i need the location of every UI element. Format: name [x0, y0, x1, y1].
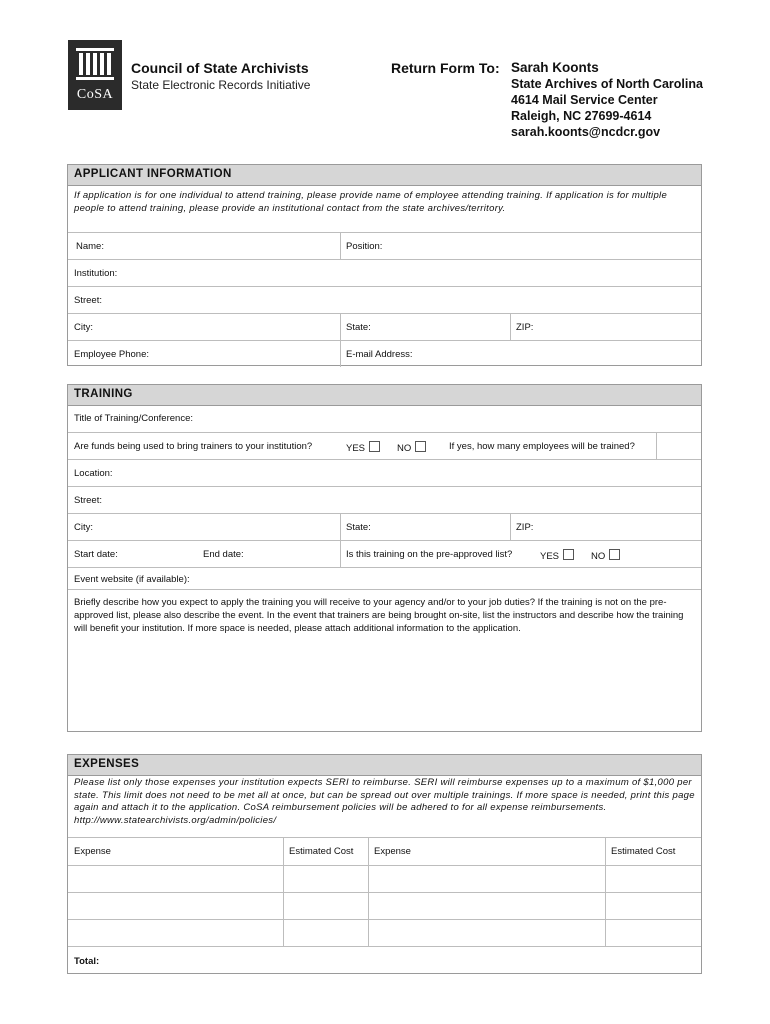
section-title: EXPENSES: [74, 758, 140, 770]
dates-row: [68, 540, 701, 568]
street-field[interactable]: Street:: [74, 295, 102, 306]
location-row: [68, 459, 701, 487]
col-expense: Expense: [374, 846, 411, 857]
website-field[interactable]: Event website (if available):: [74, 574, 190, 585]
name-field[interactable]: Name:: [76, 241, 104, 252]
start-date-field[interactable]: Start date:: [74, 549, 118, 560]
section-title: APPLICANT INFORMATION: [74, 168, 232, 180]
position-field[interactable]: Position:: [346, 241, 383, 252]
training-street-row: [68, 486, 701, 514]
yes-label: YES: [346, 443, 366, 454]
yes-checkbox[interactable]: [563, 549, 574, 560]
section-header: [68, 385, 701, 406]
address-line: Sarah Koonts: [511, 60, 599, 75]
end-date-field[interactable]: End date:: [203, 549, 244, 560]
yes-checkbox[interactable]: [369, 441, 380, 452]
expenses-section: [67, 754, 702, 974]
training-state-field[interactable]: State:: [346, 522, 371, 533]
col-cost: Estimated Cost: [289, 846, 354, 857]
preapproved-question: Is this training on the pre-approved list?: [346, 549, 513, 560]
training-city-field[interactable]: City:: [74, 522, 93, 533]
name-row: [68, 232, 701, 260]
preapproved-no[interactable]: [591, 549, 620, 562]
applicant-note: If application is for one individual to attend training, please provide name of employee attending training. If application is for multiple people to attend training, please provide an institutional contact from the state archives/territory.: [74, 190, 668, 214]
city-row: [68, 313, 701, 341]
describe-row[interactable]: [68, 589, 701, 733]
col-cost: Estimated Cost: [611, 846, 676, 857]
street-row: [68, 286, 701, 314]
address-line: Raleigh, NC 27699-4614: [511, 109, 652, 123]
conf-title-row: [68, 405, 701, 432]
funds-row: [68, 432, 701, 460]
no-checkbox[interactable]: [415, 441, 426, 452]
address-line: State Archives of North Carolina: [511, 77, 703, 91]
address-line: sarah.koonts@ncdcr.gov: [511, 125, 661, 139]
total-field[interactable]: Total:: [74, 956, 100, 967]
section-header: [68, 755, 701, 776]
no-label: NO: [591, 551, 606, 562]
org-name: Council of State Archivists: [131, 60, 309, 76]
location-field[interactable]: Location:: [74, 468, 113, 479]
cosa-logo: [68, 40, 122, 110]
training-street-field[interactable]: Street:: [74, 495, 102, 506]
expense-header-row: [68, 837, 701, 866]
zip-field[interactable]: ZIP:: [516, 322, 534, 333]
expenses-note: Please list only those expenses your institution expects SERI to reimburse. SERI will reimburse expenses up to a maximum of $1,000 per state. This limit does not need to be met all at once, but can be spread out over multiple trainings. If more space is needed, print this page again and attach it to the application. CoSA reimbursement policies will be adhered to for all expense reimbursements. http://www.statearchivists.org/admin/policies/: [74, 777, 695, 826]
institution-field[interactable]: Institution:: [74, 268, 118, 279]
funds-yes[interactable]: [346, 441, 380, 454]
training-city-row: [68, 513, 701, 541]
email-field[interactable]: E-mail Address:: [346, 349, 413, 360]
training-zip-field[interactable]: ZIP:: [516, 522, 534, 533]
conf-title-field[interactable]: Title of Training/Conference:: [74, 413, 193, 424]
institution-row: [68, 259, 701, 287]
return-address: [511, 60, 703, 140]
phone-field[interactable]: Employee Phone:: [74, 349, 149, 360]
phone-row: [68, 340, 701, 367]
website-row: [68, 567, 701, 590]
expense-row[interactable]: [68, 919, 701, 947]
expense-row[interactable]: [68, 892, 701, 920]
logo-text: CoSA: [76, 87, 114, 102]
return-label: Return Form To:: [391, 60, 500, 76]
state-field[interactable]: State:: [346, 322, 371, 333]
training-section: [67, 384, 702, 732]
total-row: [68, 946, 701, 975]
how-many-question: If yes, how many employees will be trained?: [449, 441, 635, 452]
describe-prompt: Briefly describe how you expect to apply the training you will receive to your agency and/or to your job duties? If the training is not on the pre-approved list, please also describe the event. In the event that trainers are being brought on-site, list the instructors and describe how the training will benefit your institution. If more space is needed, please attach additional information to the application.: [74, 597, 684, 634]
funds-question: Are funds being used to bring trainers to your institution?: [74, 441, 313, 452]
no-label: NO: [397, 443, 412, 454]
address-line: 4614 Mail Service Center: [511, 93, 658, 107]
applicant-section: [67, 164, 702, 366]
city-field[interactable]: City:: [74, 322, 93, 333]
section-header: [68, 165, 701, 186]
col-expense: Expense: [74, 846, 111, 857]
org-subtitle: State Electronic Records Initiative: [131, 78, 311, 92]
section-title: TRAINING: [74, 388, 133, 400]
preapproved-yes[interactable]: [540, 549, 574, 562]
yes-label: YES: [540, 551, 560, 562]
funds-no[interactable]: [397, 441, 426, 454]
columns-icon: [74, 46, 116, 82]
expense-row[interactable]: [68, 865, 701, 893]
no-checkbox[interactable]: [609, 549, 620, 560]
